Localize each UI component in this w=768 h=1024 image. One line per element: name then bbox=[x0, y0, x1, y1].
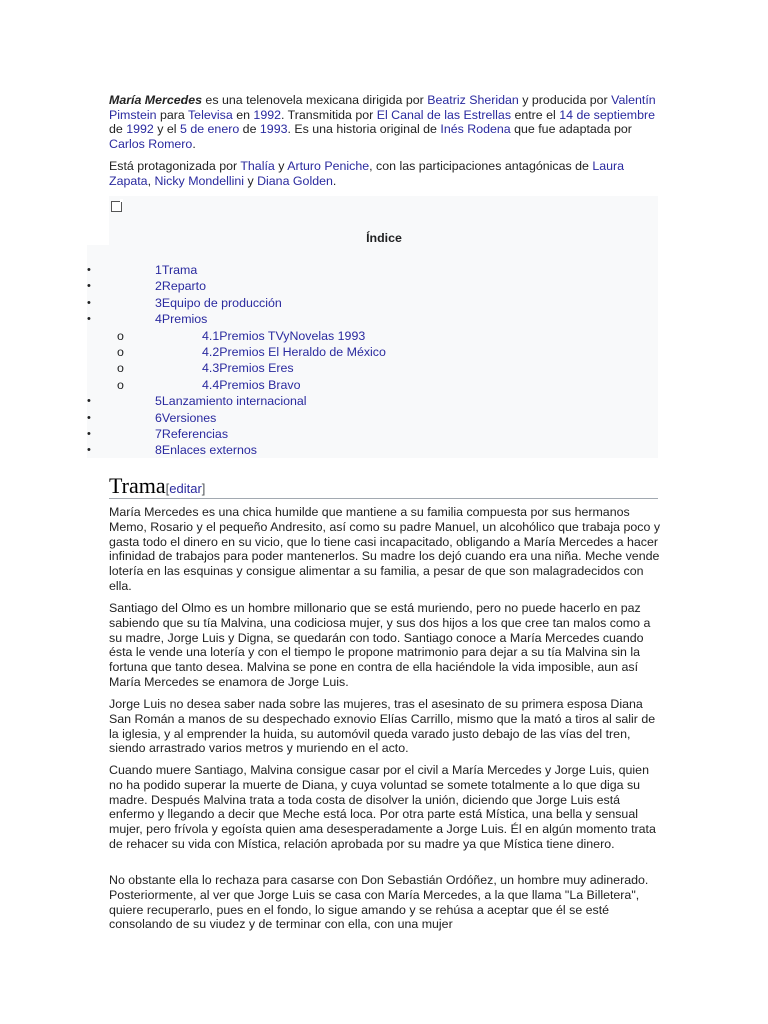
toc-bullet: o bbox=[117, 345, 124, 359]
inline-link[interactable]: Beatriz Sheridan bbox=[427, 93, 519, 107]
inline-text: que fue adaptada por bbox=[510, 122, 632, 137]
toc-label[interactable]: Premios El Heraldo de México bbox=[219, 345, 386, 359]
toc-label[interactable]: Enlaces externos bbox=[161, 443, 257, 458]
toc-number: 7 bbox=[155, 427, 162, 441]
inline-text: Está protagonizada por bbox=[109, 159, 241, 173]
toc-number: 2 bbox=[155, 279, 162, 294]
toc-bullet: • bbox=[87, 264, 91, 276]
toc-number: 4.4 bbox=[202, 377, 220, 392]
toc-item[interactable] bbox=[117, 328, 657, 344]
inline-text: es una telenovela mexicana dirigida por bbox=[201, 93, 428, 107]
toc-number: 5 bbox=[155, 394, 162, 409]
intro-paragraph-2 bbox=[109, 159, 659, 188]
inline-text: entre el bbox=[511, 107, 560, 122]
toc-bullet: o bbox=[117, 377, 124, 392]
inline-link[interactable]: El Canal de las Estrellas bbox=[376, 107, 512, 122]
inline-link[interactable]: Diana Golden bbox=[257, 173, 333, 188]
toc-bullet: • bbox=[87, 313, 91, 326]
inline-link[interactable]: Carlos Romero bbox=[109, 136, 193, 151]
inline-text: . Transmitida por bbox=[281, 107, 377, 122]
trama-paragraph-1: María Mercedes es una chica humilde que mantiene a su familia compuesta por sus hermanos Memo, Rosario y el pequeño Andresito, así como su padre Manuel, un alcohólico que trabaja poco y gasta todo el dinero en su vicio, que lo tiene casi incapacitado, obligando a María Mercedes a hacer infinidad de trabajos para poder mantenerlos. Su madre los dejó cuando era una niña. Meche vende lotería en las esquinas y consigue alimentar a su familia, a pesar de que son malagradecidos con ella. bbox=[109, 505, 661, 593]
toc-bullet: o bbox=[117, 361, 124, 376]
toc-label[interactable]: Premios Bravo bbox=[219, 377, 301, 392]
toc-number: 8 bbox=[155, 443, 162, 458]
inline-link[interactable]: 5 de enero bbox=[179, 122, 240, 137]
table-of-contents bbox=[87, 196, 658, 458]
toc-label[interactable]: Referencias bbox=[161, 427, 229, 441]
toc-bullet: • bbox=[87, 395, 91, 408]
inline-text: y bbox=[244, 173, 258, 188]
toc-number: 1 bbox=[155, 263, 162, 277]
inline-text: de bbox=[239, 122, 260, 137]
toc-item[interactable] bbox=[87, 295, 627, 311]
trama-paragraph-4: Cuando muere Santiago, Malvina consigue casar por el civil a María Mercedes y Jorge Luis, quien no ha podido superar la muerte de Diana, y cuya voluntad se somete totalmente a lo que diga su madre. Después Malvina trata a toda costa de disolver la unión, diciendo que Jorge Luis está enfermo y llegando a decir que Meche está loca. Por otra parte está Mística, una bella y sensual mujer, pero frívola y egoísta quien ama desesperadamente a Jorge Luis. Él en algún momento trata de rehacer su vida con Mística, relación aprobada por su madre ya que Mística tiene dinero. bbox=[109, 763, 656, 851]
inline-text: . bbox=[332, 173, 337, 188]
toc-number: 3 bbox=[155, 295, 162, 310]
toc-bullet: • bbox=[87, 428, 91, 440]
inline-link[interactable]: Valentín Pimstein bbox=[109, 93, 656, 122]
inline-text: y bbox=[274, 159, 288, 173]
toc-number: 6 bbox=[155, 410, 162, 425]
trama-paragraph-3: Jorge Luis no desea saber nada sobre las mujeres, tras el asesinato de su primera esposa Diana San Román a manos de su despechado exnovio Elías Carrillo, mismo que la mató a tiros al salir de la iglesia, y al emprender la huida, su automóvil queda varado justo debajo de las vías del tren, siendo arrastrado varios metros y muriendo en el acto. bbox=[109, 697, 656, 756]
inline-text: . Es una historia original de bbox=[287, 122, 441, 137]
inline-link[interactable]: Inés Rodena bbox=[440, 122, 511, 137]
inline-link[interactable]: 1993 bbox=[259, 122, 288, 137]
section-title: Trama bbox=[109, 473, 166, 498]
toc-label[interactable]: Reparto bbox=[161, 279, 206, 294]
inline-link[interactable]: Arturo Peniche bbox=[287, 159, 370, 173]
edit-bracket-open: [ bbox=[165, 481, 170, 496]
toc-number: 4 bbox=[155, 312, 162, 327]
inline-text: y el bbox=[153, 122, 180, 137]
toc-title: Índice bbox=[366, 231, 402, 245]
inline-link[interactable]: 1992 bbox=[253, 107, 281, 122]
inline-text: para bbox=[156, 107, 188, 122]
edit-link[interactable]: editar bbox=[169, 481, 202, 496]
toc-item[interactable] bbox=[87, 442, 627, 458]
section-edit bbox=[166, 481, 206, 496]
edit-bracket-close: ] bbox=[201, 481, 206, 496]
inline-link[interactable]: 14 de septiembre bbox=[559, 107, 655, 122]
bold-text: María Mercedes bbox=[109, 93, 202, 107]
inline-text: , bbox=[147, 173, 155, 188]
toc-item[interactable] bbox=[117, 377, 657, 393]
toc-bullet: • bbox=[87, 280, 91, 293]
toc-bullet: • bbox=[87, 296, 91, 309]
inline-link[interactable]: Laura Zapata bbox=[109, 159, 625, 188]
inline-link[interactable]: Thalía bbox=[240, 159, 275, 173]
toc-item[interactable] bbox=[117, 344, 657, 360]
toc-label[interactable]: Premios bbox=[161, 312, 208, 327]
toc-label[interactable]: Equipo de producción bbox=[161, 295, 282, 310]
toc-toggle-checkbox[interactable] bbox=[111, 201, 122, 212]
toc-bullet: • bbox=[87, 411, 91, 424]
toc-bullet: o bbox=[117, 328, 124, 343]
toc-item[interactable] bbox=[87, 262, 627, 278]
inline-text: en bbox=[232, 107, 254, 122]
toc-number: 4.2 bbox=[202, 345, 220, 359]
toc-item[interactable] bbox=[87, 410, 627, 426]
inline-link[interactable]: Nicky Mondellini bbox=[154, 173, 244, 188]
toc-label[interactable]: Premios Eres bbox=[219, 361, 294, 376]
inline-text: de bbox=[109, 122, 127, 137]
toc-number: 4.3 bbox=[202, 361, 220, 376]
inline-text: . bbox=[192, 136, 196, 151]
toc-number: 4.1 bbox=[202, 328, 220, 343]
toc-item[interactable] bbox=[87, 278, 627, 294]
section-heading-trama bbox=[109, 473, 658, 499]
intro-paragraph-1 bbox=[109, 93, 659, 151]
toc-item[interactable] bbox=[87, 426, 627, 442]
toc-item[interactable] bbox=[87, 311, 627, 327]
inline-text: y producida por bbox=[518, 93, 612, 107]
toc-label[interactable]: Premios TVyNovelas 1993 bbox=[219, 328, 366, 343]
inline-link[interactable]: Televisa bbox=[187, 107, 233, 122]
toc-label[interactable]: Versiones bbox=[161, 410, 217, 425]
toc-label[interactable]: Trama bbox=[161, 263, 198, 277]
toc-item[interactable] bbox=[117, 360, 657, 376]
toc-item[interactable] bbox=[87, 393, 627, 409]
trama-paragraph-5: No obstante ella lo rechaza para casarse con Don Sebastián Ordóñez, un hombre muy adinerado. Posteriormente, al ver que Jorge Luis se casa con María Mercedes, a la que llama "La Billetera", quiere recuperarlo, pues en el fondo, lo sigue amando y se rehúsa a aceptar que él se esté consolando de su viudez y de terminar con ella, con una mujer bbox=[109, 873, 649, 932]
toc-bullet: • bbox=[87, 444, 91, 457]
inline-link[interactable]: 1992 bbox=[126, 122, 154, 137]
trama-paragraph-2: Santiago del Olmo es un hombre millonario que se está muriendo, pero no puede hacerlo en paz sabiendo que su tía Malvina, una codiciosa mujer, y sus dos hijos a los que cree tan malos como a su madre, Jorge Luis y Digna, se quedarán con todo. Santiago conoce a María Mercedes cuando ésta le vende una lotería y con el tiempo le propone matrimonio para dejar a su tía Malvina sin la fortuna que tanto desea. Malvina se pone en contra de ella haciéndole la vida imposible, aun así María Mercedes se enamora de Jorge Luis. bbox=[109, 601, 651, 689]
inline-text: , con las participaciones antagónicas de bbox=[369, 159, 593, 173]
toc-label[interactable]: Lanzamiento internacional bbox=[161, 394, 307, 409]
